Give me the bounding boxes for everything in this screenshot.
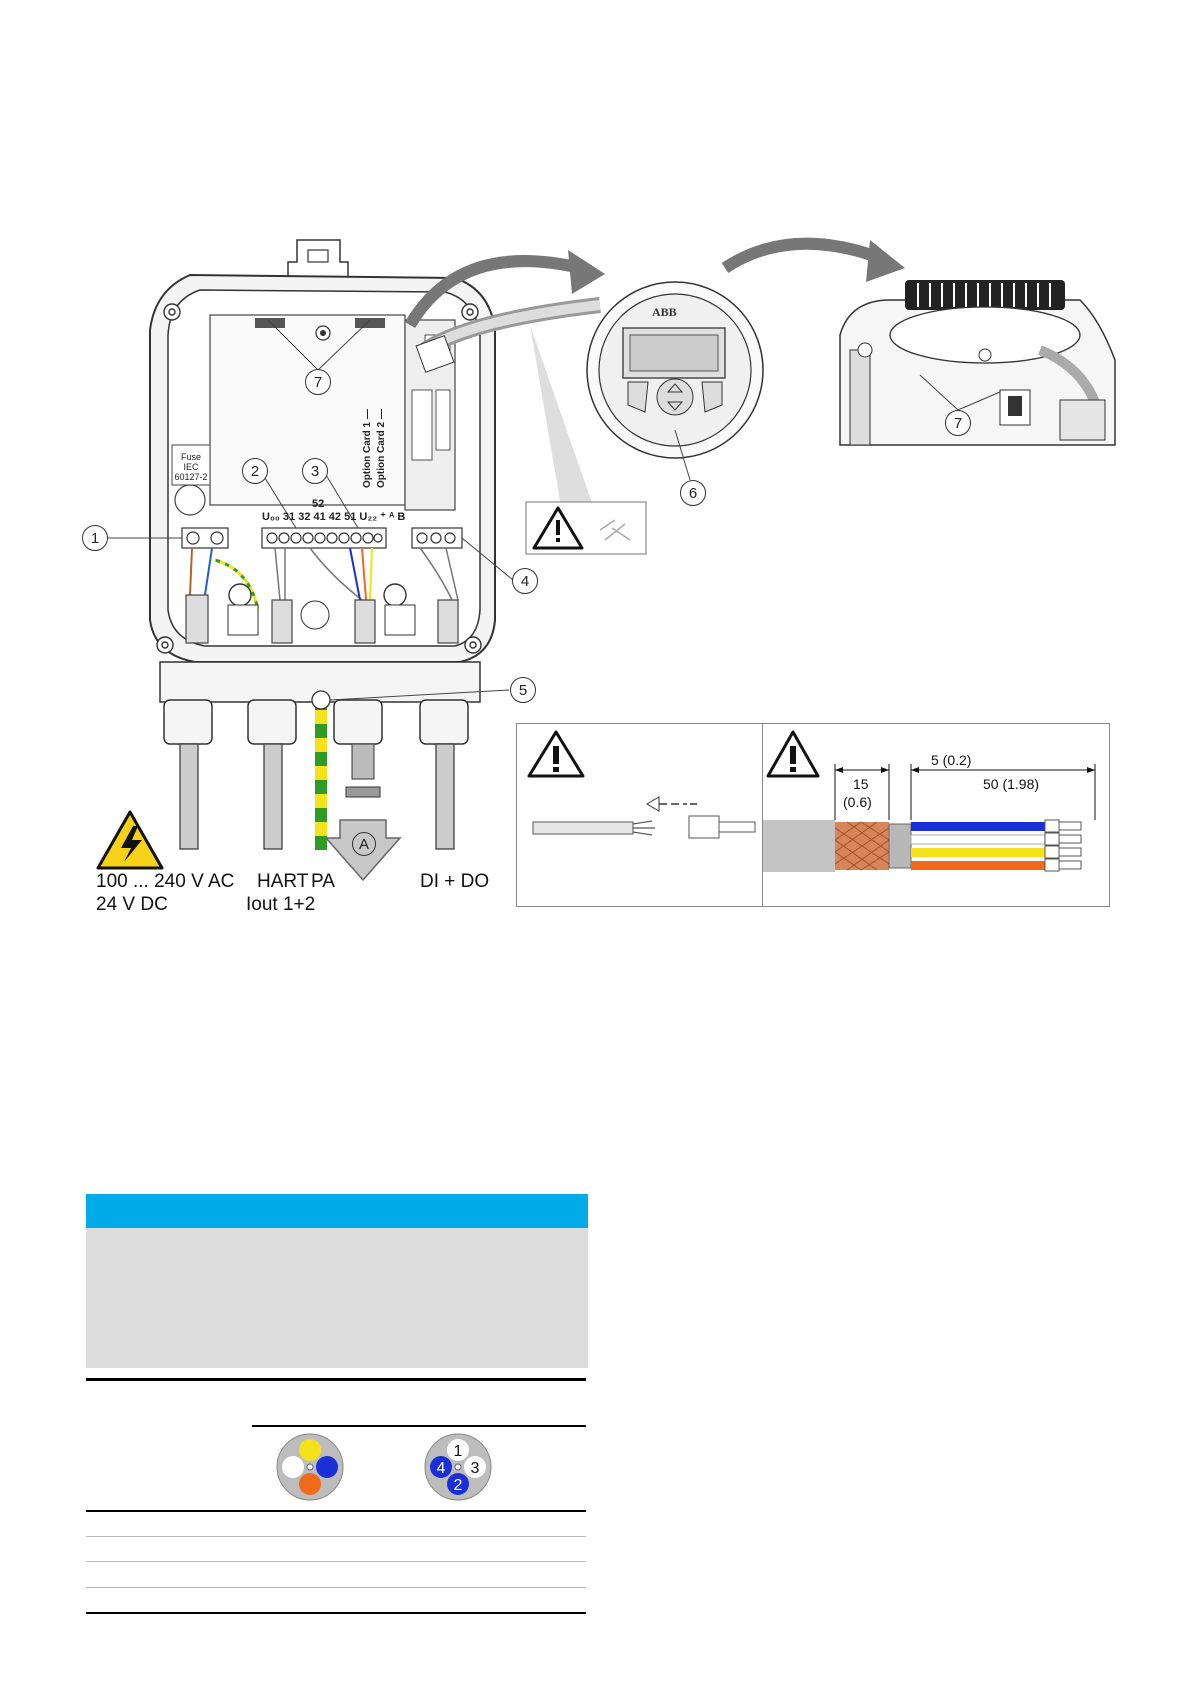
core-label-2: 2 (453, 1477, 463, 1494)
dim-15: 15 (853, 776, 869, 792)
dim-5: 5 (0.2) (931, 752, 972, 768)
callout-a: A (352, 832, 376, 856)
dim-15-inch: (0.6) (843, 794, 872, 810)
table-header-bar (86, 1194, 588, 1228)
caption-power-dc: 24 V DC (96, 894, 168, 915)
table-rule-top (86, 1378, 586, 1381)
fuse-label-line3: 60127-2 (174, 472, 208, 482)
fuse-label-line1: Fuse (180, 452, 201, 462)
table-rule-sub (252, 1425, 586, 1427)
callout-3: 3 (302, 458, 328, 484)
stripping-dimensions-panel (762, 723, 1110, 907)
option-card-1-label: Option Card 1 — (362, 409, 373, 488)
cable-cross-section-numbers (423, 1432, 493, 1502)
callout-2: 2 (242, 458, 268, 484)
terminal-row-labels: U₀₀ 31 32 41 42 51 U₂₂ ⁺ ᴬ B (262, 511, 406, 523)
terminal-number-52: 52 (312, 498, 325, 510)
abb-logo: ABB (652, 305, 677, 319)
ferrule-instruction-panel (516, 723, 764, 907)
callout-4: 4 (512, 568, 538, 594)
cable-cross-section-colors (275, 1432, 345, 1502)
ferrule-illustration (517, 724, 763, 906)
fuse-label (174, 452, 208, 482)
core-label-3: 3 (470, 1460, 480, 1477)
table-rule-header-bottom (86, 1510, 586, 1512)
callout-7-right: 7 (945, 410, 971, 436)
core-label-4: 4 (436, 1460, 446, 1477)
table-row-divider-1 (86, 1536, 586, 1537)
option-card-2-label: Option Card 2 — (376, 409, 387, 488)
table-rule-bottom (86, 1612, 586, 1614)
table-row-divider-3 (86, 1587, 586, 1588)
caption-di-do: DI + DO (420, 871, 490, 892)
table-note-box (86, 1228, 588, 1368)
caption-power-ac: 100 ... 240 V AC (96, 871, 235, 892)
dim-50: 50 (1.98) (983, 776, 1040, 792)
callout-5: 5 (510, 677, 536, 703)
core-label-1: 1 (453, 1443, 463, 1460)
callout-1: 1 (82, 525, 108, 551)
table-row-divider-2 (86, 1561, 586, 1562)
caption-hart: HART (257, 871, 309, 892)
fuse-label-line2: IEC (183, 462, 199, 472)
caption-iout: Iout 1+2 (246, 894, 316, 915)
caption-pa: PA (311, 871, 335, 892)
callout-7-left: 7 (305, 369, 331, 395)
callout-6: 6 (680, 480, 706, 506)
